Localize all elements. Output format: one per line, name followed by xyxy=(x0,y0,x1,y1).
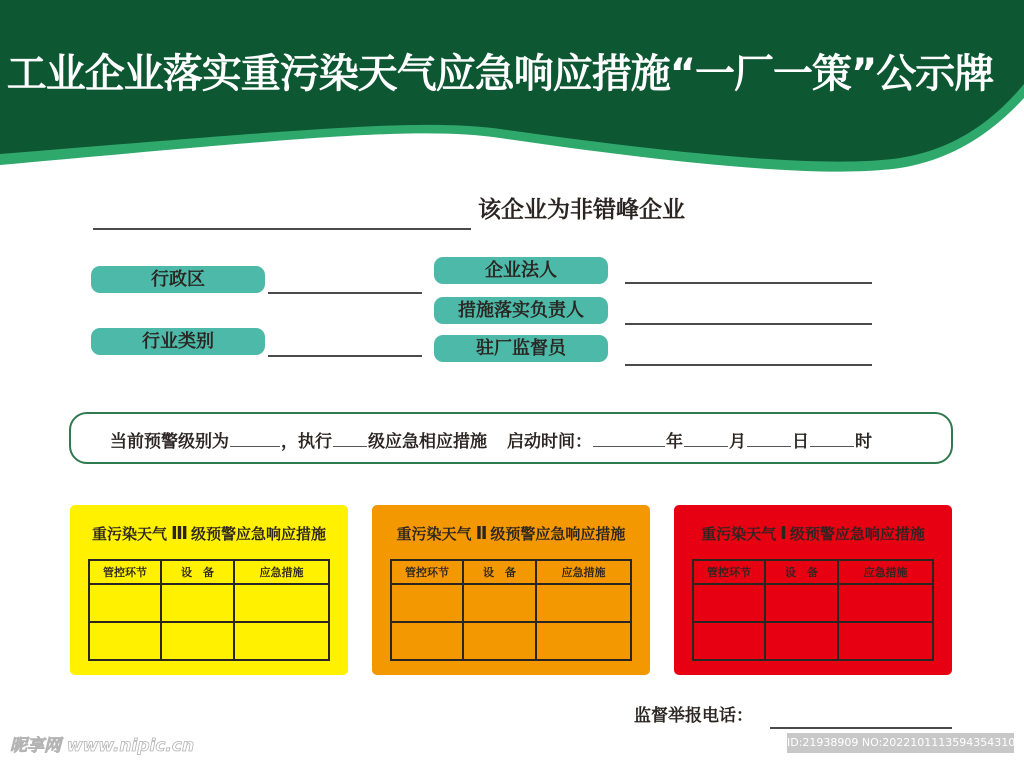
col-control-link: 管控环节 xyxy=(391,560,463,584)
table-cell[interactable] xyxy=(536,584,631,622)
start-time-label: 启动时间： xyxy=(507,432,592,452)
title-suffix: 级预警应急响应措施 xyxy=(789,525,925,543)
col-equipment: 设 备 xyxy=(463,560,536,584)
col-emergency-measure: 应急措施 xyxy=(838,560,933,584)
level-numeral: Ⅰ xyxy=(780,523,786,544)
table-cell[interactable] xyxy=(693,584,765,622)
company-peak-status: 该企业为非错峰企业 xyxy=(478,197,685,223)
onsite-supervisor-field[interactable] xyxy=(625,364,872,366)
col-control-link: 管控环节 xyxy=(89,560,161,584)
year-label: 年 xyxy=(666,432,683,452)
warning-card-level-3 xyxy=(70,505,348,675)
col-emergency-measure: 应急措施 xyxy=(234,560,329,584)
title-prefix: 重污染天气 xyxy=(91,525,167,543)
level-numeral: Ⅱ xyxy=(475,523,487,544)
title-prefix: 重污染天气 xyxy=(396,525,472,543)
report-phone-label: 监督举报电话： xyxy=(634,706,753,726)
watermark-id: ID:21938909 NO:20221011135943543109 xyxy=(787,733,1014,753)
table-cell[interactable] xyxy=(838,622,933,660)
execute-level-field[interactable] xyxy=(333,429,367,447)
table-row xyxy=(391,584,631,622)
current-level-label: 当前预警级别为 xyxy=(110,432,229,452)
day-field[interactable] xyxy=(747,429,791,447)
table-row xyxy=(89,584,329,622)
table-cell[interactable] xyxy=(693,622,765,660)
company-name-field[interactable] xyxy=(93,228,471,230)
level-numeral: Ⅲ xyxy=(170,523,187,544)
table-cell[interactable] xyxy=(391,622,463,660)
col-equipment: 设 备 xyxy=(765,560,838,584)
measures-table xyxy=(692,559,934,661)
table-cell[interactable] xyxy=(234,622,329,660)
warning-card-title xyxy=(372,523,650,545)
label-industry: 行业类别 xyxy=(91,328,265,355)
table-cell[interactable] xyxy=(391,584,463,622)
watermark-logo: 昵享网 www.nipic.cn xyxy=(10,736,195,756)
label-district: 行政区 xyxy=(91,266,265,293)
col-equipment: 设 备 xyxy=(161,560,234,584)
table-cell[interactable] xyxy=(89,584,161,622)
industry-field[interactable] xyxy=(268,355,422,357)
execute-label: ，执行 xyxy=(281,432,332,452)
level-measure-label: 级应急相应措施 xyxy=(368,432,487,452)
col-control-link: 管控环节 xyxy=(693,560,765,584)
page-title: 工业企业落实重污染天气应急响应措施“一厂一策”公示牌 xyxy=(6,51,994,97)
label-legal-person: 企业法人 xyxy=(434,257,608,284)
table-cell[interactable] xyxy=(234,584,329,622)
measures-table xyxy=(88,559,330,661)
warning-card-level-1 xyxy=(674,505,952,675)
table-cell[interactable] xyxy=(463,622,536,660)
report-phone-field[interactable] xyxy=(770,727,952,729)
measure-manager-field[interactable] xyxy=(625,323,872,325)
table-cell[interactable] xyxy=(161,584,234,622)
label-measure-manager: 措施落实负责人 xyxy=(434,297,608,324)
warning-status-line xyxy=(110,429,872,455)
table-row xyxy=(89,622,329,660)
col-emergency-measure: 应急措施 xyxy=(536,560,631,584)
table-cell[interactable] xyxy=(536,622,631,660)
table-cell[interactable] xyxy=(838,584,933,622)
district-field[interactable] xyxy=(268,292,422,294)
day-label: 日 xyxy=(792,432,809,452)
table-row xyxy=(391,622,631,660)
table-cell[interactable] xyxy=(89,622,161,660)
table-cell[interactable] xyxy=(765,584,838,622)
current-level-field[interactable] xyxy=(230,429,280,447)
warning-card-title xyxy=(674,523,952,545)
month-label: 月 xyxy=(729,432,746,452)
table-row xyxy=(693,622,933,660)
title-suffix: 级预警应急响应措施 xyxy=(490,525,626,543)
table-cell[interactable] xyxy=(463,584,536,622)
hour-field[interactable] xyxy=(810,429,854,447)
hour-label: 时 xyxy=(855,432,872,452)
label-onsite-supervisor: 驻厂监督员 xyxy=(434,335,608,362)
table-cell[interactable] xyxy=(765,622,838,660)
title-prefix: 重污染天气 xyxy=(701,525,777,543)
year-field[interactable] xyxy=(593,429,665,447)
warning-card-level-2 xyxy=(372,505,650,675)
measures-table xyxy=(390,559,632,661)
month-field[interactable] xyxy=(684,429,728,447)
warning-card-title xyxy=(70,523,348,545)
title-suffix: 级预警应急响应措施 xyxy=(191,525,327,543)
table-row xyxy=(693,584,933,622)
table-cell[interactable] xyxy=(161,622,234,660)
legal-person-field[interactable] xyxy=(625,282,872,284)
